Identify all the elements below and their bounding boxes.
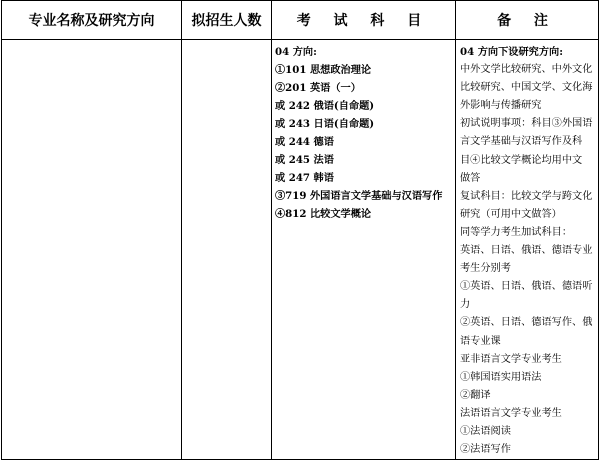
exam-line: 或 244 德语 — [275, 136, 334, 148]
header-row — [2, 1, 599, 40]
note-line: 比较研究、中国文学、文化海 — [460, 82, 593, 94]
header-major-direction: 专业名称及研究方向 — [2, 1, 182, 40]
note-line: 复试科目：比较文学与跨文化 — [460, 190, 593, 202]
exam-line: 或 243 日语(自命题) — [275, 118, 375, 130]
major-direction-cell — [2, 40, 182, 460]
note-line: 外影响与传播研究 — [460, 100, 542, 112]
enrollment-cell — [182, 40, 272, 460]
note-line: 做答 — [460, 172, 481, 184]
note-line: 初试说明事项：科目③外国语 — [460, 118, 593, 130]
note-line: 考生分别考 — [460, 263, 511, 275]
exam-line: 或 242 俄语(自命题) — [275, 100, 375, 112]
notes-cell — [456, 40, 599, 460]
note-line: ②英语、日语、德语写作、俄 — [460, 317, 593, 329]
note-line: ①英语、日语、俄语、德语听 — [460, 281, 593, 293]
note-line: 言文学基础与汉语写作及科 — [460, 136, 583, 148]
note-line: ①法语阅读 — [460, 425, 511, 437]
exam-line: ③719 外国语言文学基础与汉语写作 — [275, 190, 443, 202]
note-line: 同等学力考生加试科目： — [460, 226, 573, 238]
note-line: ②翻译 — [460, 389, 491, 401]
note-line: 中外文学比较研究、中外文化 — [460, 64, 593, 76]
note-line: ①韩国语实用语法 — [460, 371, 542, 383]
exam-subjects-cell — [272, 40, 456, 460]
header-notes: 备 注 — [456, 1, 599, 40]
exam-line: 或 247 韩语 — [275, 172, 334, 184]
exam-line: ④812 比较文学概论 — [275, 208, 372, 220]
exam-line: 或 245 法语 — [275, 154, 334, 166]
note-line: 研究（可用中文做答） — [460, 208, 562, 220]
note-line: 亚非语言文学专业考生 — [460, 353, 562, 365]
note-line: 力 — [460, 299, 471, 311]
exam-line: ②201 英语（一） — [275, 82, 361, 94]
table-row — [2, 40, 599, 460]
header-exam-subjects: 考 试 科 目 — [272, 1, 456, 40]
note-line: 语专业课 — [460, 335, 501, 347]
admissions-table — [1, 0, 599, 460]
note-line: 04 方向下设研究方向: — [460, 46, 563, 58]
note-line: ②法语写作 — [460, 444, 511, 456]
note-line: 目④比较文学概论均用中文 — [460, 154, 583, 166]
note-line: 英语、日语、俄语、德语专业 — [460, 245, 593, 257]
header-enrollment: 拟招生人数 — [182, 1, 272, 40]
note-line: 法语语言文学专业考生 — [460, 407, 562, 419]
exam-line: ①101 思想政治理论 — [275, 64, 372, 76]
exam-line: 04 方向: — [275, 46, 317, 58]
